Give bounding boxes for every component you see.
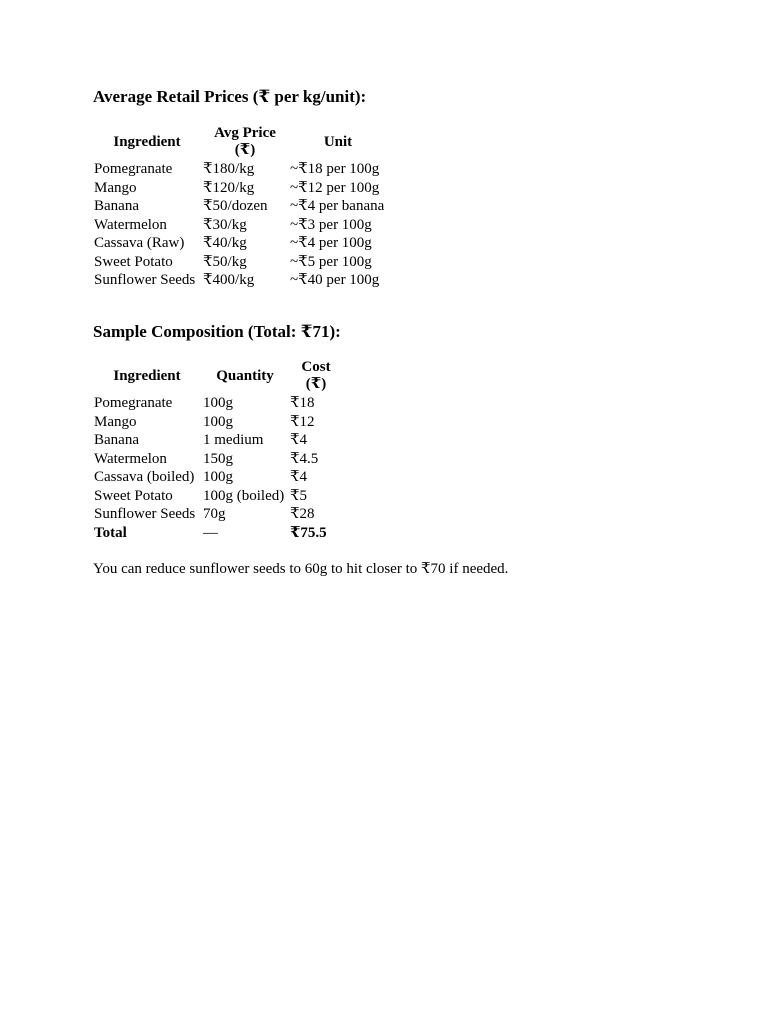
- quantity-cell: 70g: [203, 506, 226, 522]
- unit-cell: ~₹40 per 100g: [290, 272, 380, 288]
- table-row: [93, 179, 388, 198]
- table-row: [93, 216, 388, 235]
- table-row: [93, 413, 344, 432]
- price-table: [93, 124, 388, 290]
- header-text: Quantity: [216, 367, 274, 384]
- total-quantity-cell: —: [203, 524, 218, 541]
- ingredient-cell: Watermelon: [94, 216, 167, 233]
- composition-table: [93, 358, 344, 542]
- avg-price-cell: ₹30/kg: [203, 216, 247, 233]
- unit-cell: ~₹3 per 100g: [290, 216, 372, 233]
- cost-cell: ₹5: [290, 487, 308, 504]
- cost-cell: ₹4: [290, 469, 308, 485]
- ingredient-cell: Cassava (boiled): [94, 469, 195, 485]
- table-row: [93, 271, 388, 290]
- header-text: Cost: [301, 359, 331, 375]
- table-row: [93, 197, 388, 216]
- unit-cell: ~₹4 per 100g: [290, 235, 372, 251]
- unit-cell: ~₹4 per banana: [290, 198, 385, 214]
- ingredient-cell: Sweet Potato: [94, 253, 173, 270]
- avg-price-cell: ₹120/kg: [203, 179, 255, 196]
- price-header-unit: [289, 124, 388, 160]
- ingredient-cell: Mango: [94, 179, 137, 196]
- unit-cell: ~₹5 per 100g: [290, 253, 372, 270]
- composition-header-cost: [289, 358, 344, 394]
- composition-table-header-row: [93, 358, 344, 394]
- total-label-cell: Total: [94, 524, 127, 541]
- ingredient-cell: Pomegranate: [94, 395, 173, 411]
- header-text: (₹): [305, 376, 327, 392]
- price-header-ingredient: [93, 124, 202, 160]
- cost-cell: ₹4.5: [290, 450, 319, 467]
- avg-price-cell: ₹50/kg: [203, 253, 247, 270]
- total-cost-cell: ₹75.5: [290, 524, 327, 541]
- cost-cell: ₹12: [290, 413, 315, 430]
- table-row: [93, 394, 344, 413]
- ingredient-cell: Sunflower Seeds: [94, 272, 196, 288]
- quantity-cell: 100g: [203, 395, 233, 411]
- table-row: [93, 487, 344, 506]
- quantity-cell: 1 medium: [203, 432, 264, 448]
- note-text: You can reduce sunflower seeds to 60g to hit closer to ₹70 if needed.: [93, 561, 509, 577]
- price-header-avg-price: [202, 124, 289, 160]
- quantity-cell: 150g: [203, 450, 233, 467]
- avg-price-cell: ₹50/dozen: [203, 198, 268, 214]
- ingredient-cell: Pomegranate: [94, 161, 173, 177]
- composition-section-title: Sample Composition (Total: ₹71):: [93, 322, 341, 341]
- table-row: [93, 253, 388, 272]
- table-row: [93, 505, 344, 524]
- ingredient-cell: Sweet Potato: [94, 487, 173, 504]
- ingredient-cell: Banana: [94, 198, 139, 214]
- price-table-header-row: [93, 124, 388, 160]
- unit-cell: ~₹12 per 100g: [290, 179, 380, 196]
- total-row: [93, 524, 344, 543]
- avg-price-cell: ₹40/kg: [203, 235, 247, 251]
- ingredient-cell: Cassava (Raw): [94, 235, 185, 251]
- ingredient-cell: Mango: [94, 413, 137, 430]
- ingredient-cell: Banana: [94, 432, 139, 448]
- table-row: [93, 160, 388, 179]
- composition-header-quantity: [202, 358, 289, 394]
- composition-header-ingredient: [93, 358, 202, 394]
- ingredient-cell: Sunflower Seeds: [94, 506, 196, 522]
- header-text: (₹): [234, 142, 256, 158]
- header-text: Unit: [323, 133, 353, 150]
- cost-cell: ₹4: [290, 432, 308, 448]
- price-section-title: Average Retail Prices (₹ per kg/unit):: [93, 87, 367, 106]
- table-row: [93, 450, 344, 469]
- avg-price-cell: ₹400/kg: [203, 272, 255, 288]
- ingredient-cell: Watermelon: [94, 450, 167, 467]
- cost-cell: ₹28: [290, 506, 315, 522]
- header-text: Ingredient: [113, 133, 181, 150]
- table-row: [93, 431, 344, 450]
- cost-cell: ₹18: [290, 395, 315, 411]
- header-text: Avg Price: [214, 125, 276, 141]
- header-text: Ingredient: [113, 367, 181, 384]
- avg-price-cell: ₹180/kg: [203, 161, 255, 177]
- quantity-cell: 100g (boiled): [203, 487, 285, 504]
- quantity-cell: 100g: [203, 469, 233, 485]
- table-row: [93, 468, 344, 487]
- table-row: [93, 234, 388, 253]
- unit-cell: ~₹18 per 100g: [290, 161, 380, 177]
- quantity-cell: 100g: [203, 413, 233, 430]
